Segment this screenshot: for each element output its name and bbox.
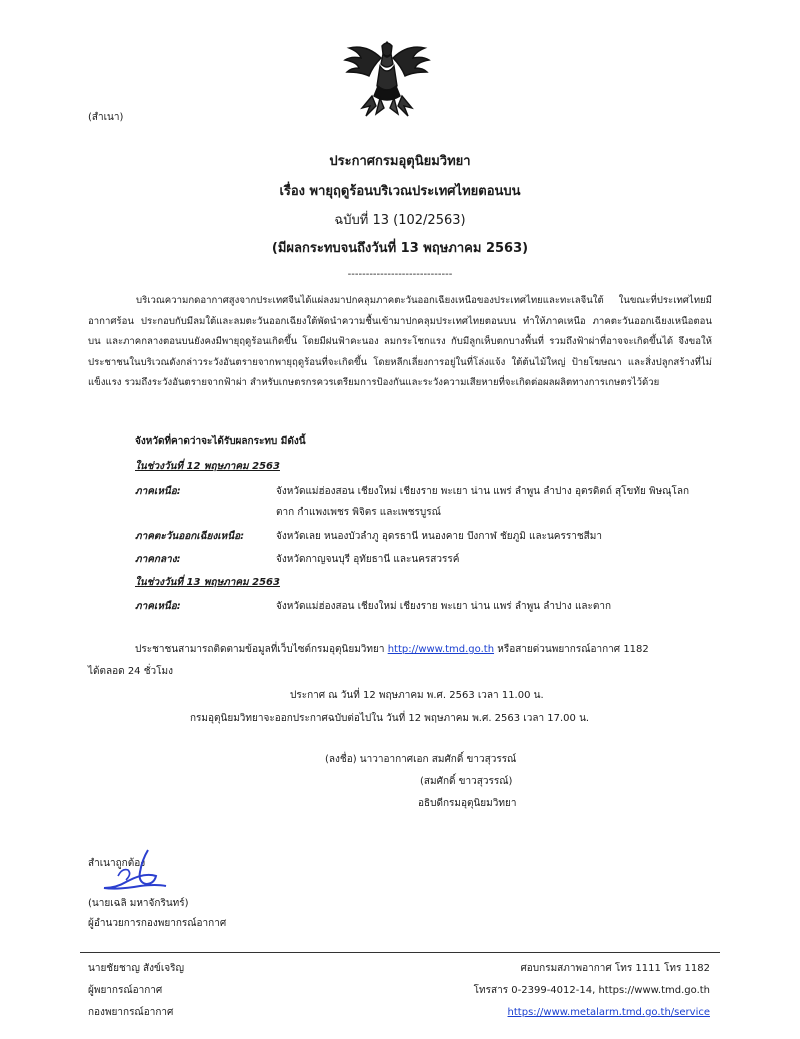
followup-hotline: หรือสายด่วนพยากรณ์อากาศ 1182 bbox=[497, 644, 649, 655]
region-name: ภาคตะวันออกเฉียงเหนือ: bbox=[135, 531, 245, 542]
garuda-emblem bbox=[338, 36, 436, 122]
director-name: (สมศักดิ์ ขาวสุวรรณ์) bbox=[420, 776, 513, 787]
footer-left-1: นายชัยชาญ สังข์เจริญ bbox=[88, 963, 185, 974]
footer-phone: ศอบกรมสภาพอากาศ โทร 1111 โทร 1182 bbox=[520, 963, 710, 974]
region-provinces: จังหวัดแม่ฮ่องสอน เชียงใหม่ เชียงราย พะเยา น่าน แพร่ ลำพูน ลำปาง และตาก bbox=[276, 601, 612, 612]
region-provinces: จังหวัดกาญจนบุรี อุทัยธานี และนครสวรรค์ bbox=[276, 554, 460, 565]
provinces-intro: จังหวัดที่คาดว่าจะได้รับผลกระทบ มีดังนี้ bbox=[135, 436, 306, 447]
copy-mark: (สำเนา) bbox=[88, 112, 124, 123]
period-date: ในช่วงวันที่ 13 พฤษภาคม 2563 bbox=[135, 577, 280, 588]
region-provinces: จังหวัดเลย หนองบัวลำภู อุดรธานี หนองคาย บึงกาฬ ชัยภูมิ และนครราชสีมา bbox=[276, 531, 602, 542]
body-paragraph: บริเวณความกดอากาศสูงจากประเทศจีนได้แผ่ลงมาปกคลุมภาคตะวันออกเฉียงเหนือของประเทศไทยและทะเลจีนใต้ ในขณะที่ประเทศไทยมีอากาศร้อน ประกอบกับมีลมใต้และลมตะวันออกเฉียงใต้พัดนำความชื้นเข้ามาปกคลุมประเทศไทยตอนบน ทำให้ภาคเหนือ ภาคตะวันออกเฉียงเหนือตอนบน และภาคกลางตอนบนยังคงมีพายุฤดูร้อนเกิดขึ้น โดยมีฝนฟ้าคะนอง ลมกระโชกแรง กับมีลูกเห็บตกบางพื้นที่ รวมถึงฟ้าผ่าที่อาจจะเกิดขึ้นได้ จึงขอให้ประชาชนในบริเวณดังกล่าวระวังอันตรายจากพายุฤดูร้อนที่จะเกิดขึ้น โดยหลีกเลี่ยงการอยู่ในที่โล่งแจ้ง ใต้ต้นไม้ใหญ่ ป้ายโฆษณา และสิ่งปลูกสร้างที่ไม่แข็งแรง รวมถึงระวังอันตรายจากฟ้าผ่า สำหรับเกษตรกรควรเตรียมการป้องกันและระวังความเสียหายที่จะเกิดต่อผลผลิตทางการเกษตรไว้ด้วย bbox=[88, 295, 712, 388]
region-provinces: จังหวัดแม่ฮ่องสอน เชียงใหม่ เชียงราย พะเยา น่าน แพร่ ลำพูน ลำปาง อุตรดิตถ์ สุโขทัย พิษณุโลก bbox=[276, 486, 690, 497]
certified-label: สำเนาถูกต้อง bbox=[88, 858, 146, 869]
region-name: ภาคเหนือ: bbox=[135, 486, 181, 497]
period-date: ในช่วงวันที่ 12 พฤษภาคม 2563 bbox=[135, 461, 280, 472]
next-issue: กรมอุตุนิยมวิทยาจะออกประกาศฉบับต่อไปใน วันที่ 12 พฤษภาคม พ.ศ. 2563 เวลา 17.00 น. bbox=[190, 713, 590, 724]
region-provinces-cont: ตาก กำแพงเพชร พิจิตร และเพชรบูรณ์ bbox=[276, 507, 441, 518]
followup-text: ประชาชนสามารถติดตามข้อมูลที่เว็บไซต์กรมอุตุนิยมวิทยา bbox=[135, 644, 385, 655]
footer-fax: โทรสาร 0-2399-4012-14, https://www.tmd.go.th bbox=[473, 985, 710, 996]
metalarm-service-link[interactable]: https://www.metalarm.tmd.go.th/service bbox=[507, 1007, 710, 1018]
followup-line2: ได้ตลอด 24 ชั่วโมง bbox=[88, 666, 173, 677]
footer-divider bbox=[80, 952, 720, 953]
followup-line bbox=[135, 643, 649, 656]
issue-number: ฉบับที่ 13 (102/2563) bbox=[334, 213, 466, 228]
footer-left-2: ผู้พยากรณ์อากาศ bbox=[88, 985, 163, 996]
signed-line: (ลงชื่อ) นาวาอากาศเอก สมศักดิ์ ขาวสุวรรณ์ bbox=[325, 754, 517, 765]
region-name: ภาคเหนือ: bbox=[135, 601, 181, 612]
handwritten-signature bbox=[88, 846, 178, 898]
footer-left-3: กองพยากรณ์อากาศ bbox=[88, 1007, 174, 1018]
region-name: ภาคกลาง: bbox=[135, 554, 181, 565]
effective-date: (มีผลกระทบจนถึงวันที่ 13 พฤษภาคม 2563) bbox=[271, 241, 529, 256]
announcement-subject: เรื่อง พายุฤดูร้อนบริเวณประเทศไทยตอนบน bbox=[279, 184, 521, 199]
announcement-title: ประกาศกรมอุตุนิยมวิทยา bbox=[329, 154, 471, 169]
director-position: อธิบดีกรมอุตุนิยมวิทยา bbox=[418, 798, 517, 809]
announced-date: ประกาศ ณ วันที่ 12 พฤษภาคม พ.ศ. 2563 เวลา 11.00 น. bbox=[290, 690, 544, 701]
tmd-website-link[interactable]: http://www.tmd.go.th bbox=[387, 644, 495, 655]
certified-name: (นายเฉลิ มหาจักรินทร์) bbox=[88, 898, 189, 909]
certified-position: ผู้อำนวยการกองพยากรณ์อากาศ bbox=[88, 918, 227, 929]
header-rule: ----------------------------- bbox=[347, 269, 453, 280]
